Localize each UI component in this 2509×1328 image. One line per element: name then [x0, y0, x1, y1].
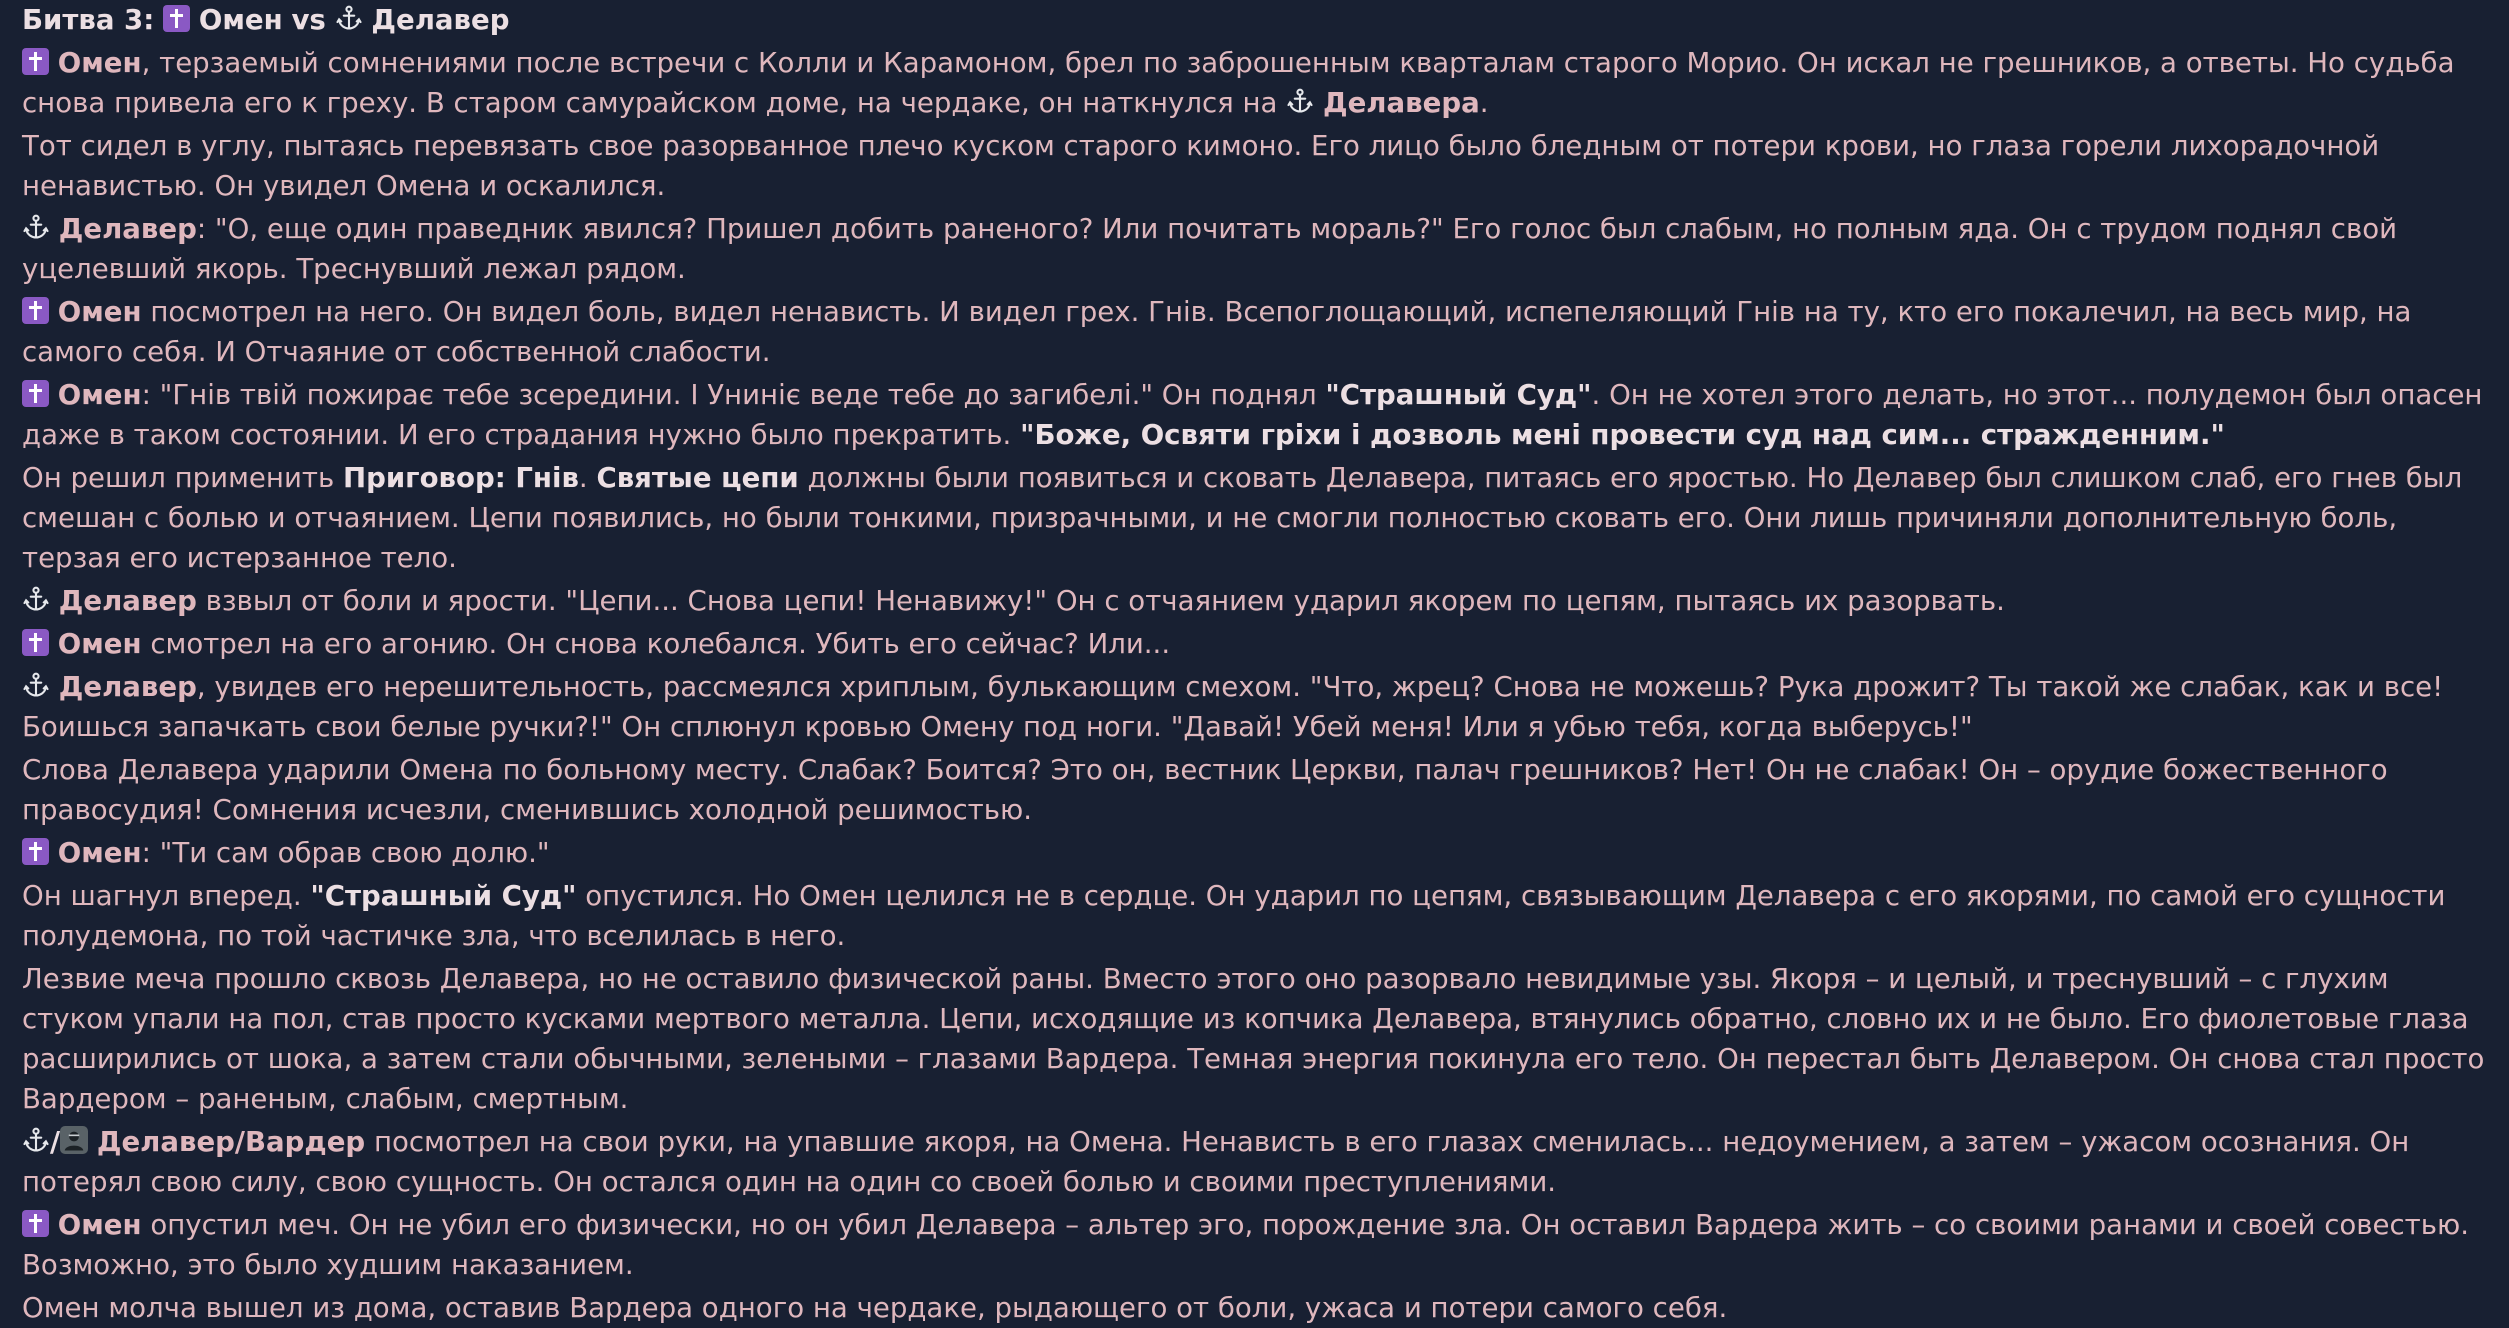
- bold-text: Святые цепи: [596, 461, 799, 494]
- text-run: [50, 212, 59, 245]
- story-paragraph: [22, 959, 2497, 1119]
- text-run: [49, 295, 58, 328]
- story-paragraph: [22, 126, 2497, 206]
- text-run: . Он не хотел этого делать, но этот... полудемон был опасен даже в таком состоянии. И его страдания нужно было прекратить.: [22, 378, 2483, 451]
- story-paragraph: [22, 833, 2497, 873]
- text-run: Он решил применить: [22, 461, 343, 494]
- text-run: , увидев его нерешительность, рассмеялся хриплым, булькающим смехом. "Что, жрец? Снова не можешь? Рука дрожит? Ты такой же слабак, как и все! Боишься запачкать свои белые ручки?!" Он сплюнул кровью Омену под ноги. "Давай! Убей меня! Или я убью тебя, когда выберусь!": [22, 670, 2444, 743]
- text-run: .: [578, 461, 597, 494]
- text-run: опустился. Но Омен целился не в сердце. Он ударил по цепям, связывающим Делавера с его якорями, по самой его сущности полудемона, по той частичке зла, что вселилась в него.: [22, 879, 2446, 952]
- text-run: , терзаемый сомнениями после встречи с Колли и Карамоном, брел по заброшенным кварталам старого Морио. Он искал не грешников, а ответы. Но судьба снова привела его к греху. В старом самурайском доме, на чердаке, он наткнулся на: [22, 46, 2455, 119]
- text-run: [88, 1125, 97, 1158]
- story-paragraph: [22, 876, 2497, 956]
- text-run: посмотрел на свои руки, на упавшие якоря, на Омена. Ненависть в его глазах сменилась... недоумением, а затем – ужасом осознания. Он потерял свою силу, свою сущность. Он остался один на один со своей болью и своими преступлениями.: [22, 1125, 2410, 1198]
- text-run: [49, 1208, 58, 1241]
- story-paragraph: [22, 375, 2497, 455]
- bold-text: Омен: [57, 378, 142, 411]
- bold-text: Омен: [57, 836, 142, 869]
- story-paragraph: [22, 1205, 2497, 1285]
- text-run: взвыл от боли и ярости. "Цепи... Снова цепи! Ненавижу!" Он с отчаянием ударил якорем по цепям, пытаясь их разорвать.: [196, 584, 2005, 617]
- story-paragraph: [22, 1288, 2497, 1328]
- anchor-icon: [1286, 87, 1314, 115]
- cross-icon: [22, 48, 49, 75]
- text-run: Тот сидел в углу, пытаясь перевязать свое разорванное плечо куском старого кимоно. Его лицо было бледным от потери крови, но глаза горели лихорадочной ненавистью. Он увидел Омена и оскалился.: [22, 129, 2380, 202]
- text-run: опустил меч. Он не убил его физически, но он убил Делавера – альтер эго, порождение зла. Он оставил Вардера жить – со своими ранами и своей совестью. Возможно, это было худшим наказанием.: [22, 1208, 2470, 1281]
- text-run: [1314, 86, 1323, 119]
- bold-text: Делавер: [58, 584, 197, 617]
- bold-text: /: [50, 1125, 61, 1158]
- story-paragraph: [22, 667, 2497, 747]
- text-run: [50, 584, 59, 617]
- title-delaver: Делавер: [371, 3, 510, 36]
- bold-text: Делавера: [1323, 86, 1480, 119]
- bold-text: Делавер/Вардер: [96, 1125, 366, 1158]
- text-run: посмотрел на него. Он видел боль, видел ненависть. И видел грех. Гнів. Всепоглощающий, испепеляющий Гнів на ту, кто его покалечил, на весь мир, на самого себя. И Отчаяние от собственной слабости.: [22, 295, 2412, 368]
- bold-text: Приговор: Гнів: [342, 461, 579, 494]
- text-run: [49, 378, 58, 411]
- bold-text: "Страшный Суд": [310, 879, 577, 912]
- anchor-icon: [22, 585, 50, 613]
- cross-icon: [22, 629, 49, 656]
- bold-text: Омен: [57, 1208, 142, 1241]
- story-paragraph: [22, 750, 2497, 830]
- cross-icon: [163, 5, 190, 32]
- text-run: Слова Делавера ударили Омена по больному месту. Слабак? Боится? Это он, вестник Церкви, палач грешников? Нет! Он не слабак! Он – орудие божественного правосудия! Сомнения исчезли, сменившись холодной решимостью.: [22, 753, 2388, 826]
- cross-icon: [22, 838, 49, 865]
- story-paragraph: [22, 581, 2497, 621]
- text-run: : "Ти сам обрав свою долю.": [141, 836, 550, 869]
- story-paragraph: [22, 43, 2497, 123]
- text-run: смотрел на его агонию. Он снова колебался. Убить его сейчас? Или...: [141, 627, 1171, 660]
- anchor-icon: [22, 671, 50, 699]
- title-omen: Омен: [198, 3, 283, 36]
- text-run: Он шагнул вперед.: [22, 879, 311, 912]
- title-vs: vs: [291, 3, 326, 36]
- text-run: Лезвие меча прошло сквозь Делавера, но не оставило физической раны. Вместо этого оно разорвало невидимые узы. Якоря – и целый, и треснувший – с глухим стуком упали на пол, став просто кусками мертвого металла. Цепи, исходящие из копчика Делавера, втянулись обратно, словно их и не было. Его фиолетовые глаза расширились от шока, а затем стали обычными, зелеными – глазами Вардера. Темная энергия покинула его тело. Он перестал быть Делавером. Он снова стал просто Вардером – раненым, слабым, смертным.: [22, 962, 2485, 1115]
- bold-text: Делавер: [58, 670, 197, 703]
- bold-text: "Боже, Освяти гріхи і дозволь мені провести суд над сим... стражденним.": [1020, 418, 2225, 451]
- story-paragraph: [22, 458, 2497, 578]
- text-run: [49, 627, 58, 660]
- cross-icon: [22, 297, 49, 324]
- battle-story: [22, 0, 2497, 1328]
- text-run: должны были появиться и сковать Делавера, питаясь его яростью. Но Делавер был слишком слаб, его гнев был смешан с болью и отчаянием. Цепи появились, но были тонкими, призрачными, и не смогли полностью сковать его. Они лишь причиняли дополнительную боль, терзая его истерзанное тело.: [22, 461, 2463, 574]
- bold-text: Омен: [57, 46, 142, 79]
- text-run: : "О, еще один праведник явился? Пришел добить раненого? Или почитать мораль?" Его голос был слабым, но полным яда. Он с трудом поднял свой уцелевший якорь. Треснувший лежал рядом.: [22, 212, 2398, 285]
- text-run: .: [1479, 86, 1489, 119]
- battle-title: [22, 0, 2497, 40]
- anchor-icon: [22, 213, 50, 241]
- text-run: : "Гнів твій пожирає тебе зсередини. І Униніє веде тебе до загибелі." Он поднял: [141, 378, 1326, 411]
- title-prefix: Битва 3:: [22, 3, 155, 36]
- cross-icon: [22, 1210, 49, 1237]
- story-paragraph: [22, 624, 2497, 664]
- story-paragraph: [22, 292, 2497, 372]
- story-paragraph: [22, 1122, 2497, 1202]
- story-paragraph: [22, 209, 2497, 289]
- bold-text: "Страшный Суд": [1325, 378, 1592, 411]
- bold-text: Омен: [57, 295, 142, 328]
- text-run: [50, 670, 59, 703]
- text-run: Омен молча вышел из дома, оставив Вардера одного на чердаке, рыдающего от боли, ужаса и потери самого себя.: [22, 1291, 1728, 1324]
- detective-person-icon: [60, 1126, 88, 1154]
- bold-text: Омен: [57, 627, 142, 660]
- bold-text: Делавер: [58, 212, 197, 245]
- text-run: [49, 836, 58, 869]
- cross-icon: [22, 380, 49, 407]
- anchor-icon: [335, 4, 363, 32]
- anchor-icon: [22, 1126, 50, 1154]
- text-run: [49, 46, 58, 79]
- story-paragraphs: [22, 43, 2497, 1328]
